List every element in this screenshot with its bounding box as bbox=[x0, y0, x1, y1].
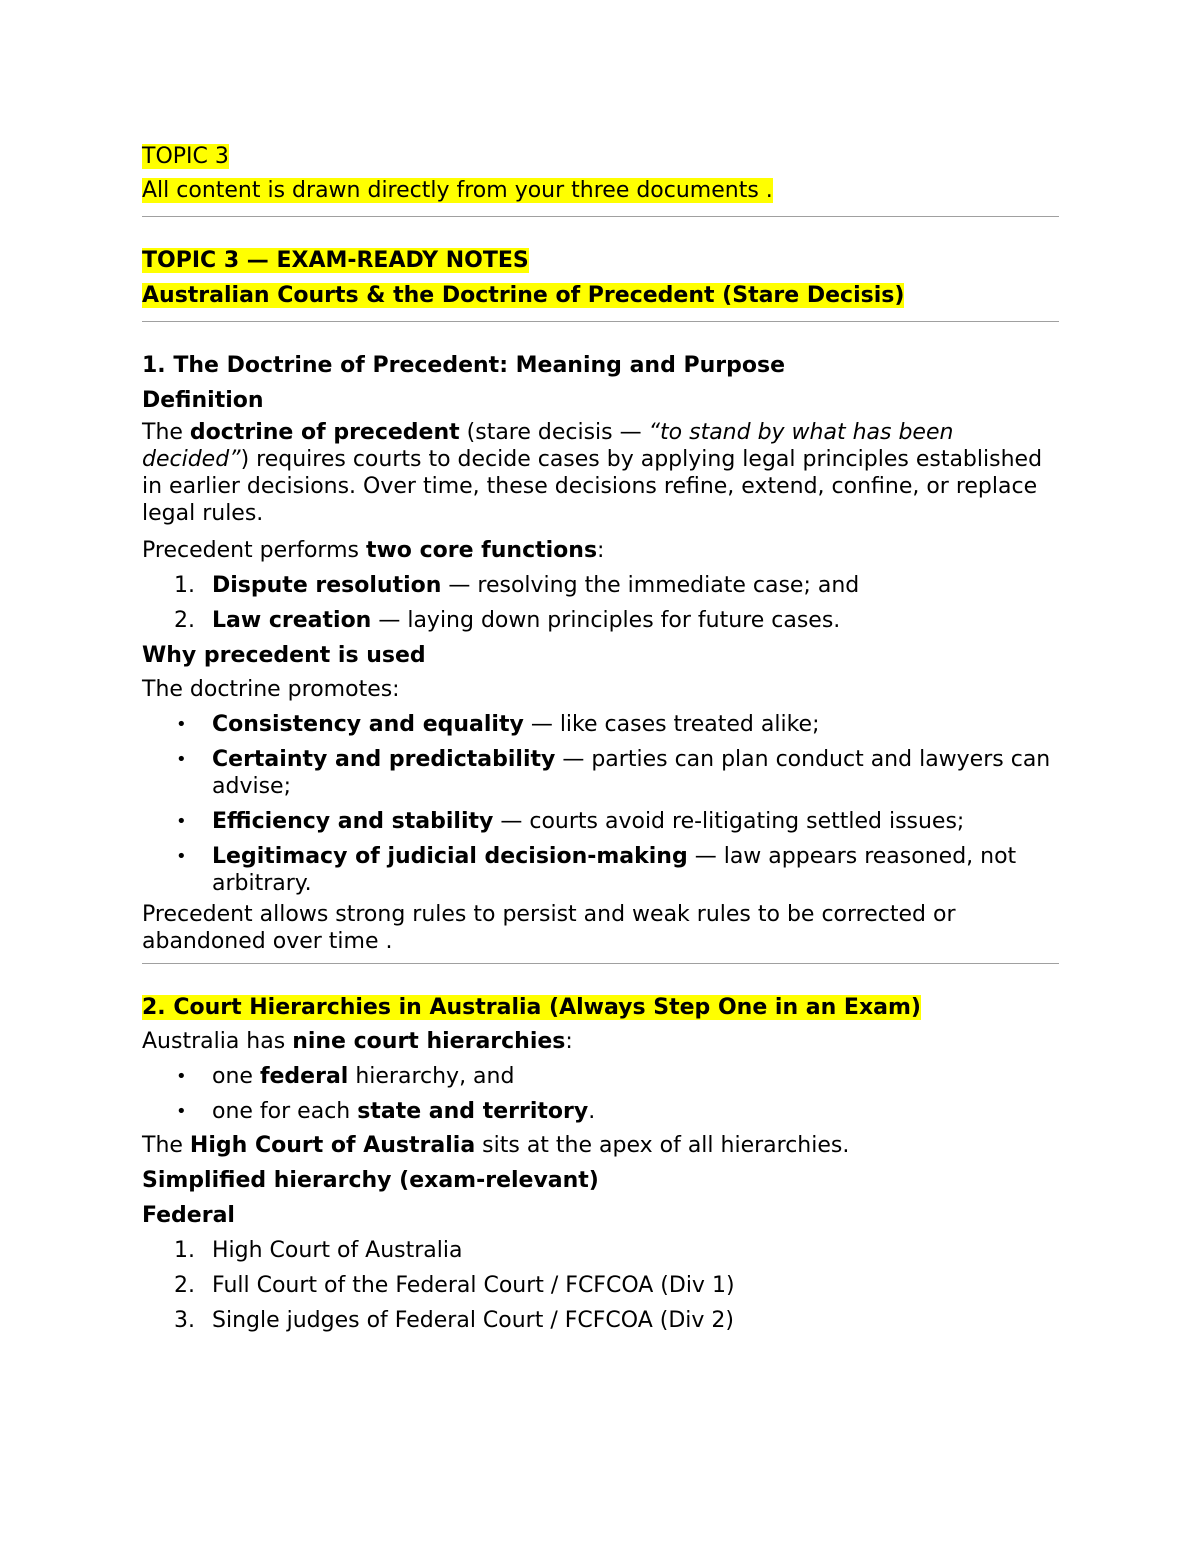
promotes-list bbox=[142, 707, 1059, 897]
simplified-heading: Simplified hierarchy (exam-relevant) bbox=[142, 1168, 599, 1193]
list-item: 1. High Court of Australia bbox=[174, 1238, 463, 1263]
hierarchies-list bbox=[142, 1059, 1059, 1129]
definition-heading: Definition bbox=[142, 388, 264, 413]
apex-statement: The High Court of Australia sits at the apex of all hierarchies. bbox=[142, 1133, 850, 1158]
list-item: 2. Full Court of the Federal Court / FCFCOA (Div 1) bbox=[174, 1273, 735, 1298]
hierarchies-intro: Australia has nine court hierarchies: bbox=[142, 1029, 573, 1054]
closing-paragraph: Precedent allows strong rules to persist and weak rules to be corrected or abandoned over time . bbox=[142, 902, 956, 954]
divider bbox=[142, 216, 1059, 217]
functions-intro: Precedent performs two core functions: bbox=[142, 538, 605, 563]
federal-list bbox=[142, 1233, 1059, 1338]
topic-label: TOPIC 3 bbox=[142, 144, 229, 169]
list-item: 3. Single judges of Federal Court / FCFCOA (Div 2) bbox=[174, 1308, 734, 1333]
list-item: 2. Law creation — laying down principles for future cases. bbox=[174, 608, 841, 633]
why-heading: Why precedent is used bbox=[142, 643, 426, 668]
promotes-intro: The doctrine promotes: bbox=[142, 677, 400, 702]
list-item: • Legitimacy of judicial decision-making — law appears reasoned, not arbitrary. bbox=[176, 844, 1017, 896]
divider bbox=[142, 321, 1059, 322]
list-item: 1. Dispute resolution — resolving the immediate case; and bbox=[174, 573, 860, 598]
section-1-heading: 1. The Doctrine of Precedent: Meaning and Purpose bbox=[142, 353, 786, 378]
list-item: • Efficiency and stability — courts avoid re-litigating settled issues; bbox=[176, 809, 965, 834]
notes-subtitle: Australian Courts & the Doctrine of Precedent (Stare Decisis) bbox=[142, 283, 905, 308]
functions-list bbox=[142, 568, 1059, 638]
list-item: • Consistency and equality — like cases treated alike; bbox=[176, 712, 820, 737]
section-2-heading: 2. Court Hierarchies in Australia (Always Step One in an Exam) bbox=[142, 995, 921, 1020]
federal-heading: Federal bbox=[142, 1203, 235, 1228]
list-item: • one federal hierarchy, and bbox=[176, 1064, 515, 1089]
source-note: All content is drawn directly from your three documents . bbox=[142, 178, 773, 203]
notes-title: TOPIC 3 — EXAM-READY NOTES bbox=[142, 248, 529, 273]
divider bbox=[142, 963, 1059, 964]
list-item: • Certainty and predictability — parties can plan conduct and lawyers can advise; bbox=[176, 747, 1051, 799]
document-content bbox=[142, 140, 1059, 1338]
list-item: • one for each state and territory. bbox=[176, 1099, 596, 1124]
definition-paragraph: The doctrine of precedent (stare decisis — “to stand by what has been decided”) requires courts to decide cases by applying legal principles established in earlier decisions. Over time, these decisions refine, extend, confine, or replace legal rules. bbox=[142, 420, 1043, 526]
